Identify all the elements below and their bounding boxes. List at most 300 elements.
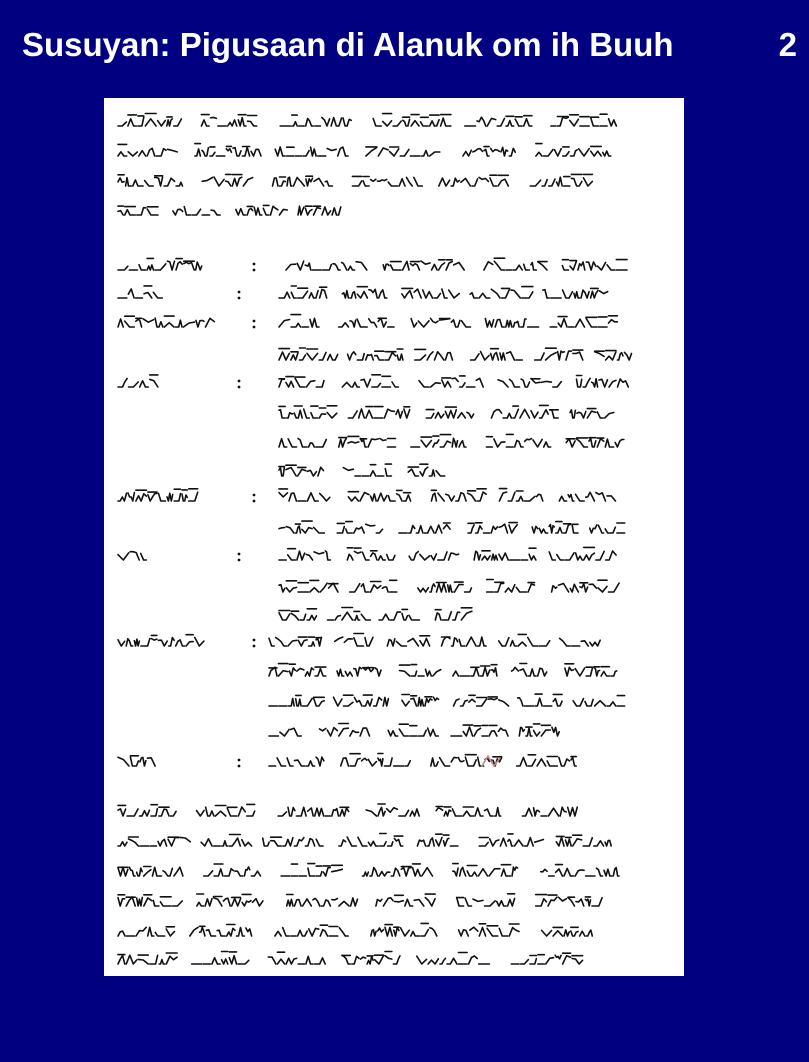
script-glyph [397,354,403,360]
script-glyph [560,807,566,816]
script-glyph [524,264,530,270]
script-glyph [449,553,459,560]
script-glyph [576,553,583,560]
script-glyph [279,439,287,447]
script-glyph [513,409,519,418]
script-glyph [456,493,466,501]
script-glyph [176,182,182,186]
script-glyph [197,810,205,816]
script-glyph [543,290,549,298]
script-glyph [195,149,201,156]
script-glyph [399,179,405,186]
script-glyph [174,494,180,501]
script-glyph [465,757,476,766]
script-glyph [306,761,314,766]
script-glyph [550,410,559,418]
script-glyph [499,553,508,560]
script-glyph [303,698,313,706]
script-glyph [408,469,418,476]
script-glyph [566,839,572,846]
script-glyph [557,177,563,186]
script-glyph [337,527,344,534]
script-glyph [397,494,402,501]
script-glyph [316,381,324,387]
script-glyph [296,807,306,816]
script-glyph [298,206,304,215]
script-glyph [319,352,326,360]
script-glyph [465,898,471,906]
script-glyph [164,178,175,186]
script-glyph [291,292,296,298]
script-glyph [347,554,353,560]
script-glyph [403,261,409,270]
script-glyph [411,671,416,676]
script-glyph [455,585,464,592]
script-glyph [565,667,574,676]
script-glyph [283,838,293,846]
script-glyph [498,179,508,186]
script-glyph [393,956,400,964]
script-glyph [491,668,497,676]
script-glyph [139,151,146,156]
script-glyph [575,668,584,676]
script-glyph [383,121,392,126]
script-glyph [414,177,423,186]
script-glyph [431,554,436,560]
script-glyph [534,730,540,736]
script-glyph [609,583,620,592]
script-glyph [182,494,187,501]
script-glyph [279,467,284,476]
script-glyph [536,152,542,156]
script-glyph [546,958,554,964]
script-glyph [287,899,293,906]
script-glyph [393,121,401,126]
script-glyph [597,412,603,418]
script-glyph [499,928,508,936]
script-glyph [153,901,159,907]
script-glyph [118,931,125,936]
script-glyph [195,637,204,646]
script-glyph [581,290,589,298]
script-glyph [298,640,307,646]
script-glyph [278,812,286,816]
script-glyph [215,811,225,816]
script-glyph [427,352,433,360]
script-glyph [309,443,315,447]
script-glyph [446,494,455,501]
script-glyph [549,525,554,534]
script-glyph [316,757,324,766]
script-glyph [169,638,175,647]
script-glyph [531,263,536,271]
script-glyph [348,411,357,418]
script-glyph [521,319,527,327]
script-glyph [598,525,603,533]
script-glyph [316,872,322,876]
script-glyph [366,147,377,156]
script-glyph [402,700,409,706]
script-glyph [287,177,292,186]
script-glyph [314,178,324,186]
script-glyph [388,496,395,501]
script-glyph [392,382,398,387]
script-glyph [238,807,245,816]
script-glyph [553,382,562,387]
script-glyph [133,180,143,186]
script-glyph [297,551,305,560]
script-glyph [320,290,327,299]
script-glyph [376,529,382,533]
script-glyph [401,868,411,876]
script-glyph [138,959,148,964]
script-glyph [532,526,538,533]
script-glyph [385,353,395,360]
script-glyph [242,901,251,906]
script-glyph [151,809,157,816]
script-glyph [597,439,604,447]
script-glyph [468,525,474,533]
script-glyph [303,899,312,906]
script-glyph [466,637,476,646]
script-glyph [342,612,353,620]
script-glyph [307,493,318,501]
script-glyph [453,612,460,620]
script-glyph [482,556,490,560]
script-glyph [129,839,139,846]
script-glyph [452,638,458,646]
script-glyph [306,119,314,127]
script-glyph [371,553,377,560]
script-glyph [277,959,284,964]
script-glyph [391,612,401,620]
script-glyph [426,669,432,676]
script-glyph [402,291,413,298]
script-glyph [164,323,174,327]
script-glyph [409,526,415,534]
script-glyph [478,869,487,876]
script-glyph [288,439,296,447]
script-glyph [201,120,209,126]
script-glyph [605,840,611,846]
script-glyph [158,839,167,846]
script-glyph [558,584,568,593]
script-glyph [443,612,452,620]
script-glyph [463,150,472,156]
script-glyph [479,177,488,181]
script-glyph [471,668,479,677]
script-glyph [394,838,403,846]
script-glyph [286,264,296,270]
script-glyph [243,178,252,186]
script-glyph [524,119,532,126]
script-glyph [370,868,378,876]
script-glyph [555,955,561,959]
script-glyph [449,290,460,298]
script-glyph [184,262,195,270]
script-glyph [251,871,260,876]
handwritten-manuscript [104,98,684,976]
script-glyph [294,178,305,187]
script-glyph [271,206,278,215]
script-glyph [559,496,566,501]
script-glyph [420,554,430,560]
script-glyph [118,955,125,964]
script-glyph [320,729,326,731]
script-glyph [320,583,327,592]
script-glyph [340,808,349,816]
script-glyph [526,728,532,736]
colon-mark [238,291,241,294]
script-glyph [541,381,551,382]
script-glyph [224,869,233,876]
script-glyph [307,353,318,360]
colon-mark [253,263,256,266]
script-glyph [368,841,378,846]
script-glyph [166,956,177,964]
script-glyph [298,930,308,936]
script-glyph [565,553,574,560]
script-glyph [328,354,338,360]
script-glyph [345,671,352,676]
script-glyph [491,289,500,298]
script-glyph [315,808,324,816]
script-glyph [351,898,358,906]
script-glyph [559,758,570,767]
script-glyph [296,699,301,706]
script-glyph [147,758,155,766]
script-glyph [371,494,377,501]
handwritten-script-icon [104,98,684,976]
colon-mark [253,269,256,272]
script-glyph [118,211,123,215]
script-glyph [546,353,557,360]
script-glyph [247,811,255,816]
script-glyph [446,262,452,271]
script-glyph [342,955,350,964]
script-glyph [481,352,490,361]
script-glyph [130,757,138,766]
script-glyph [507,352,515,360]
script-glyph [391,265,402,270]
script-glyph [306,178,313,186]
script-glyph [306,554,313,560]
script-glyph [118,493,127,501]
script-glyph [454,263,465,271]
script-glyph [138,117,144,126]
script-glyph [180,837,190,841]
script-glyph [430,584,435,592]
script-glyph [118,757,129,766]
script-glyph [577,412,586,419]
colon-mark [238,553,241,556]
script-glyph [362,758,367,761]
script-glyph [484,149,489,156]
script-glyph [228,120,237,126]
script-glyph [485,809,494,816]
script-glyph [327,413,337,419]
script-glyph [479,928,485,937]
script-glyph [577,439,588,447]
script-glyph [332,869,343,871]
script-glyph [571,931,578,936]
script-glyph [291,728,302,736]
script-glyph [447,958,457,964]
script-glyph [167,261,174,270]
script-glyph [167,119,172,126]
script-glyph [411,319,417,327]
script-glyph [461,611,472,620]
script-glyph [395,901,404,902]
script-glyph [118,842,127,846]
script-glyph [358,837,367,846]
script-glyph [510,641,516,646]
script-glyph [214,898,222,906]
script-glyph [440,958,446,964]
script-glyph [441,118,451,126]
script-glyph [125,210,136,215]
script-glyph [159,809,169,816]
script-glyph [323,868,330,876]
script-glyph [206,318,215,327]
script-glyph [357,354,364,360]
script-glyph [573,839,582,846]
script-glyph [279,613,290,620]
script-glyph [461,178,471,186]
script-glyph [196,320,204,327]
script-glyph [302,528,312,533]
script-glyph [597,262,605,270]
script-glyph [143,319,154,322]
script-glyph [448,585,453,592]
script-glyph [580,584,588,592]
script-glyph [440,441,450,447]
script-glyph [430,152,440,156]
script-glyph [357,292,367,299]
script-glyph [436,837,442,846]
script-glyph [306,381,314,387]
script-glyph [118,898,125,906]
script-glyph [479,842,488,846]
script-glyph [543,150,553,157]
script-glyph [436,808,443,811]
script-glyph [342,291,348,298]
script-glyph [333,264,340,270]
script-glyph [402,614,408,621]
colon-mark [253,326,256,329]
script-glyph [118,319,123,327]
script-glyph [443,525,450,530]
script-glyph [354,638,364,646]
script-glyph [151,639,157,641]
script-glyph [288,640,297,646]
script-glyph [445,410,456,418]
script-glyph [595,701,606,706]
script-glyph [206,807,214,816]
script-glyph [528,669,536,676]
script-glyph [539,641,549,646]
script-glyph [295,526,300,533]
script-glyph [352,181,361,186]
script-glyph [571,150,578,156]
script-glyph [327,149,336,151]
script-glyph [431,758,438,766]
script-glyph [378,493,387,501]
script-glyph [365,637,373,646]
script-glyph [348,352,356,360]
script-glyph [147,209,158,215]
script-glyph [385,927,392,936]
page-number: 2 [778,26,797,63]
script-glyph [286,587,296,592]
script-glyph [485,901,496,906]
script-glyph [580,931,585,936]
script-glyph [453,868,458,876]
script-glyph [463,811,473,816]
script-glyph [427,838,434,846]
script-glyph [357,319,367,327]
script-glyph [495,319,504,327]
script-glyph [304,409,310,418]
script-glyph [460,383,465,387]
script-glyph [361,957,366,959]
script-glyph [518,642,526,646]
script-glyph [570,584,578,592]
script-glyph [442,637,451,646]
script-glyph [564,524,571,533]
script-glyph [315,669,326,676]
script-glyph [457,898,464,907]
script-glyph [360,728,369,736]
script-glyph [522,292,533,298]
script-glyph [155,932,164,936]
script-glyph [383,697,388,706]
script-glyph [490,839,499,846]
script-glyph [510,379,520,387]
script-glyph [473,899,483,901]
script-glyph [275,931,281,936]
script-glyph [563,290,573,298]
script-glyph [145,181,154,187]
script-glyph [376,899,382,906]
script-glyph [454,699,460,706]
script-glyph [556,528,562,534]
script-glyph [279,493,288,497]
script-glyph [498,728,508,736]
script-glyph [537,494,543,501]
script-glyph [378,148,388,156]
script-glyph [421,122,429,126]
script-glyph [380,439,386,441]
script-glyph [334,697,343,706]
script-glyph [184,207,191,215]
script-glyph [442,289,447,298]
script-glyph [595,352,604,357]
script-glyph [332,899,338,900]
script-glyph [320,494,330,502]
script-glyph [499,700,509,706]
script-glyph [473,149,483,152]
script-glyph [346,529,353,533]
script-glyph [368,439,378,447]
script-glyph [211,117,217,118]
script-glyph [337,669,344,676]
script-glyph [564,930,569,936]
script-glyph [418,698,423,706]
script-glyph [418,588,429,592]
script-glyph [583,178,592,186]
script-glyph [558,897,566,901]
